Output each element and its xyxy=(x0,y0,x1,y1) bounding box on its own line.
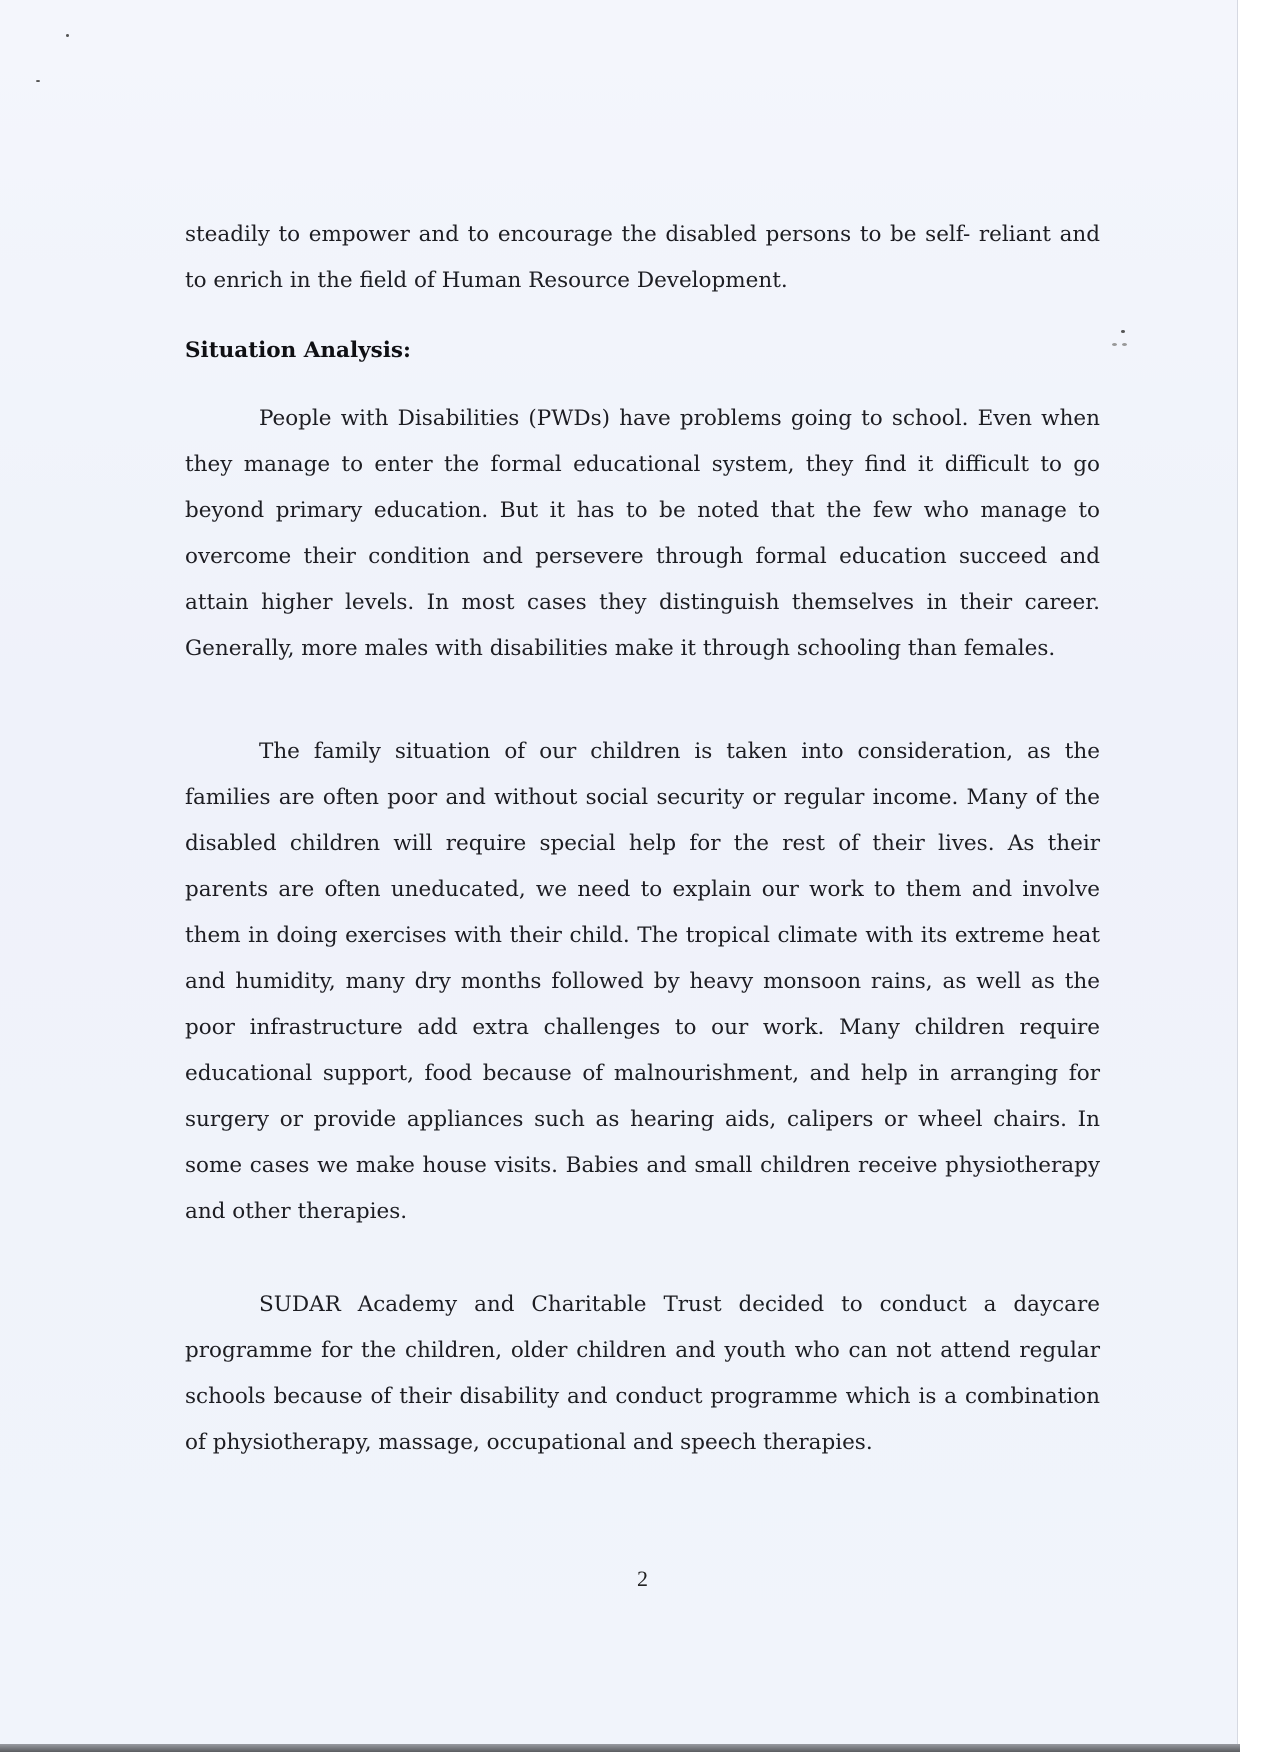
scan-speck xyxy=(1122,343,1127,346)
paper-edge xyxy=(1237,0,1272,1752)
paragraph-pwd-education: People with Disabilities (PWDs) have problems going to school. Even when they manage to enter the formal educational system, they find it difficult to go beyond primary education. But it has to be noted that the few who manage to overcome their condition and persevere through formal education succeed and attain higher levels. In most cases they distinguish themselves in their career. Generally, more males with disabilities make it through schooling than females. xyxy=(185,406,1100,661)
section-heading: Situation Analysis: xyxy=(185,338,411,363)
intro-paragraph: steadily to empower and to encourage the disabled persons to be self- reliant and to enrich in the field of Human Resource Development. xyxy=(185,222,1100,293)
scan-border xyxy=(0,1744,1240,1752)
scan-speck xyxy=(36,80,40,82)
scan-speck xyxy=(1121,330,1125,333)
paragraph-daycare-programme: SUDAR Academy and Charitable Trust decided to conduct a daycare programme for the children, older children and youth who can not attend regular schools because of their disability and conduct programme which is a combination of physiotherapy, massage, occupational and speech therapies. xyxy=(185,1292,1100,1455)
scan-speck xyxy=(1112,343,1117,346)
paragraph-family-situation: The family situation of our children is taken into consideration, as the families are often poor and without social security or regular income. Many of the disabled children will require special help for the rest of their lives. As their parents are often uneducated, we need to explain our work to them and involve them in doing exercises with their child. The tropical climate with its extreme heat and humidity, many dry months followed by heavy monsoon rains, as well as the poor infrastructure add extra challenges to our work. Many children require educational support, food because of malnourishment, and help in arranging for surgery or provide appliances such as hearing aids, calipers or wheel chairs. In some cases we make house visits. Babies and small children receive physiotherapy and other therapies. xyxy=(185,739,1100,1224)
scan-speck xyxy=(66,34,69,37)
page-number: 2 xyxy=(637,1566,648,1591)
